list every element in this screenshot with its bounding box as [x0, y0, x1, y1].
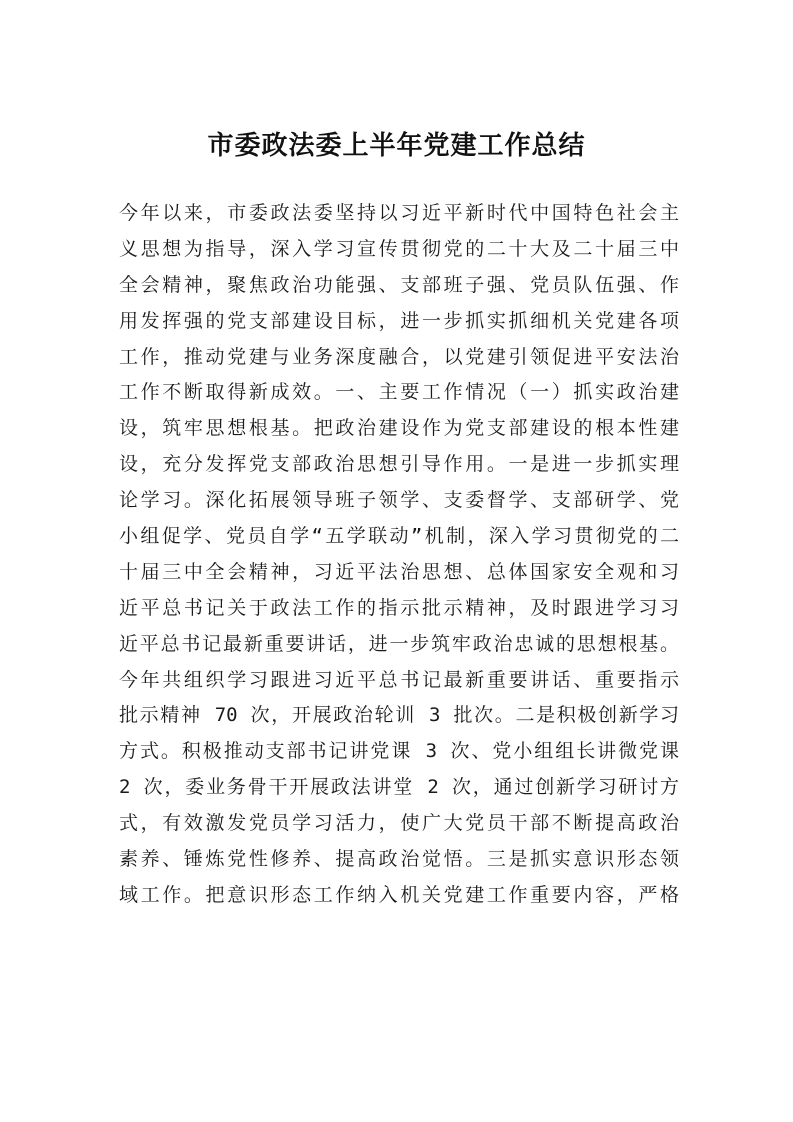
body-line: 域工作。把意识形态工作纳入机关党建工作重要内容，严格	[119, 883, 679, 906]
body-line: 小组促学、党员自学“五学联动”机制，深入学习贯彻党的二	[119, 525, 679, 548]
body-line: 今年以来，市委政法委坚持以习近平新时代中国特色社会主	[119, 202, 679, 224]
body-line: 批示精神 70 次，开展政治轮训 3 批次。二是积极创新学习	[119, 704, 679, 727]
body-line: 义思想为指导，深入学习宣传贯彻党的二十大及二十届三中	[119, 237, 679, 260]
body-line: 今年共组织学习跟进习近平总书记最新重要讲话、重要指示	[119, 668, 679, 691]
body-line: 论学习。深化拓展领导班子领学、支委督学、支部研学、党	[119, 489, 679, 512]
body-line: 2 次，委业务骨干开展政法讲堂 2 次，通过创新学习研讨方	[119, 776, 679, 799]
body-line: 全会精神，聚焦政治功能强、支部班子强、党员队伍强、作	[119, 273, 679, 296]
body-line: 方式。积极推动支部书记讲党课 3 次、党小组组长讲微党课	[119, 740, 679, 763]
body-line: 工作不断取得新成效。一、主要工作情况（一）抓实政治建	[119, 381, 679, 404]
body-line: 用发挥强的党支部建设目标，进一步抓实抓细机关党建各项	[119, 309, 679, 332]
body-line: 式，有效激发党员学习活力，使广大党员干部不断提高政治	[119, 812, 679, 835]
body-line: 设，筑牢思想根基。把政治建设作为党支部建设的根本性建	[119, 417, 679, 440]
body-line: 近平总书记最新重要讲话，进一步筑牢政治忠诚的思想根基。	[119, 632, 679, 655]
body-line: 设，充分发挥党支部政治思想引导作用。一是进一步抓实理	[119, 453, 679, 476]
body-line: 近平总书记关于政法工作的指示批示精神，及时跟进学习习	[119, 596, 679, 619]
body-line: 素养、锤炼党性修养、提高政治觉悟。三是抓实意识形态领	[119, 848, 679, 871]
body-line: 工作，推动党建与业务深度融合，以党建引领促进平安法治	[119, 345, 679, 368]
document-body	[119, 196, 679, 914]
body-line: 十届三中全会精神，习近平法治思想、总体国家安全观和习	[119, 560, 679, 583]
document-title: 市委政法委上半年党建工作总结	[207, 131, 586, 161]
